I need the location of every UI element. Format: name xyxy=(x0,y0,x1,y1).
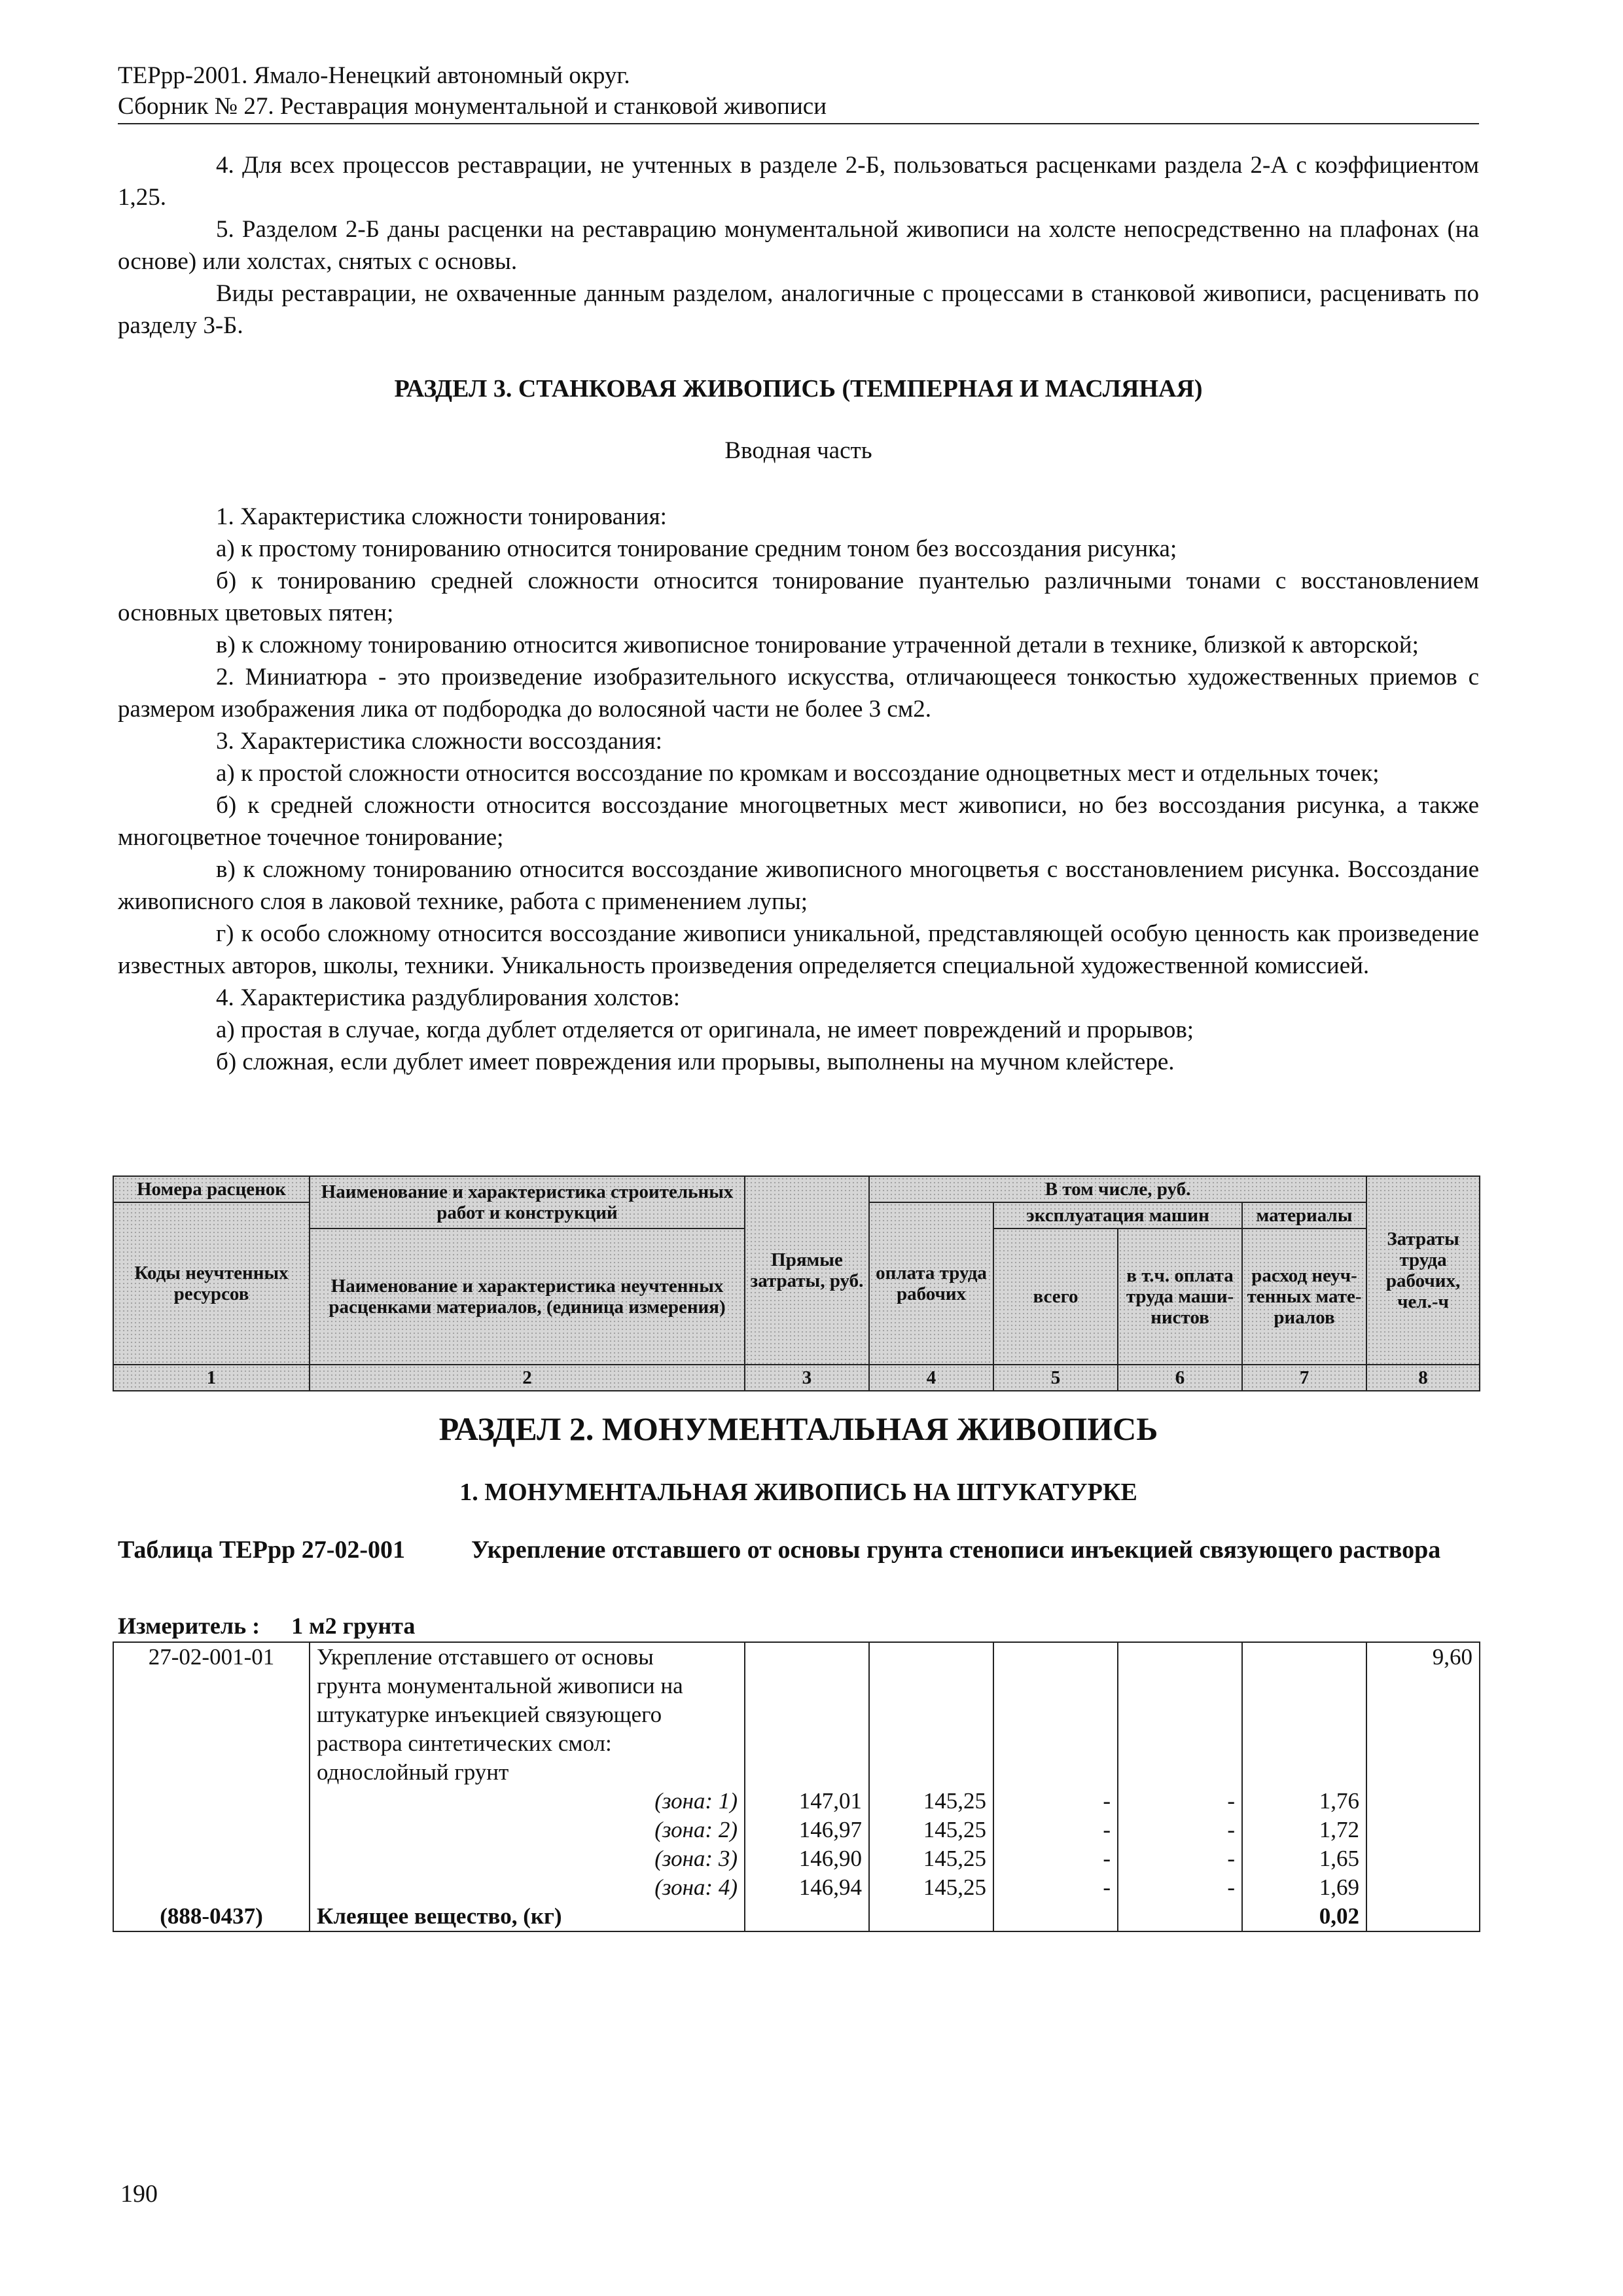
subsection1-title: 1. МОНУМЕНТАЛЬНАЯ ЖИВОПИСЬ НА ШТУКАТУРКЕ xyxy=(459,1479,1137,1506)
table-caption xyxy=(118,1534,1479,1566)
page-header xyxy=(118,60,1479,124)
labor-pay: 145,25 xyxy=(869,1787,993,1816)
resource-name: Клеящее вещество, (кг) xyxy=(310,1902,745,1931)
rate-description-line: штукатурке инъекцией связующего xyxy=(317,1702,662,1727)
header-including-group: В том числе, руб. xyxy=(869,1176,1366,1202)
section3-paragraph: 2. Миниатюра - это произведение изобразительного искусства, отличающееся тонкостью художественных приемов с размером изображения лика от подбородка до волосяной части не более 3 см2. xyxy=(118,664,1479,723)
intro-paragraph: Виды реставрации, не охваченные данным разделом, аналогичные с процессами в станковой живописи, расценивать по разделу 3-Б. xyxy=(118,280,1479,339)
rates-table xyxy=(113,1641,1480,1932)
direct-cost: 146,94 xyxy=(745,1873,869,1902)
header-resource-codes: Коды неучтенных ресурсов xyxy=(113,1202,310,1364)
labor-pay: 145,25 xyxy=(869,1844,993,1873)
intro-text xyxy=(118,149,1479,342)
table-row xyxy=(113,1902,1480,1931)
rate-description-line: Укрепление отставшего от основы xyxy=(317,1644,654,1670)
rate-description xyxy=(310,1642,745,1787)
column-number: 5 xyxy=(993,1365,1118,1391)
machinists-pay: - xyxy=(1118,1844,1242,1873)
table-title: Укрепление отставшего от основы грунта стенописи инъекцией связующего раствора xyxy=(471,1536,1441,1564)
unit-line xyxy=(118,1611,415,1640)
direct-cost: 147,01 xyxy=(745,1787,869,1816)
section3-paragraph: а) к простой сложности относится воссоздание по кромкам и воссоздание одноцветных мест и отдельных точек; xyxy=(216,760,1380,787)
header-rule xyxy=(118,123,1479,124)
section3-paragraph: г) к особо сложному относится воссоздание живописи уникальной, представляющей особую ценность как произведение известных авторов, школы, техники. Уникальность произведения определяется специальной художественной комиссией. xyxy=(118,920,1479,979)
section2-title: РАЗДЕЛ 2. МОНУМЕНТАЛЬНАЯ ЖИВОПИСЬ xyxy=(438,1410,1158,1447)
column-number: 4 xyxy=(869,1365,993,1391)
materials-cost: 1,65 xyxy=(1242,1844,1366,1873)
table-row xyxy=(113,1844,1480,1873)
rate-description-line: грунта монументальной живописи на xyxy=(317,1673,683,1698)
unit-value: 1 м2 грунта xyxy=(291,1613,416,1639)
column-number: 1 xyxy=(113,1365,310,1391)
column-number: 7 xyxy=(1242,1365,1366,1391)
table-row xyxy=(113,1642,1480,1787)
header-machinists-pay: в т.ч. оплата труда маши-нистов xyxy=(1118,1229,1242,1364)
materials-cost: 1,72 xyxy=(1242,1816,1366,1844)
section3-paragraph: в) к сложному тонированию относится воссоздание живописного многоцветья с восстановлением рисунка. Воссоздание живописного слоя в лаковой технике, работа с применением лупы; xyxy=(118,856,1479,915)
section3-paragraph: в) к сложному тонированию относится живописное тонирование утраченной детали в технике, близкой к авторской; xyxy=(216,632,1419,658)
header-work-name: Наименование и характеристика строительных работ и конструкций xyxy=(310,1176,745,1229)
zone-label: (зона: 2) xyxy=(310,1816,745,1844)
machinists-pay: - xyxy=(1118,1816,1242,1844)
table-row xyxy=(113,1873,1480,1902)
section3-body xyxy=(118,501,1479,1078)
column-number: 8 xyxy=(1366,1365,1480,1391)
page-number: 190 xyxy=(120,2180,158,2208)
machinists-pay: - xyxy=(1118,1787,1242,1816)
section3-title: РАЗДЕЛ 3. СТАНКОВАЯ ЖИВОПИСЬ (ТЕМПЕРНАЯ И МАСЛЯНАЯ) xyxy=(394,375,1203,403)
column-number: 6 xyxy=(1118,1365,1242,1391)
header-materials-usage: расход неуч-тенных мате-риалов xyxy=(1242,1229,1366,1364)
direct-cost: 146,90 xyxy=(745,1844,869,1873)
rate-description-line: однослойный грунт xyxy=(317,1759,509,1785)
table-label: Таблица ТЕРрр 27-02-001 xyxy=(118,1536,406,1564)
resource-code: (888-0437) xyxy=(113,1902,310,1931)
zone-label: (зона: 1) xyxy=(310,1787,745,1816)
labor-hours: 9,60 xyxy=(1366,1642,1480,1787)
machines-total: - xyxy=(993,1787,1118,1816)
header-labor-hours: Затраты труда рабочих, чел.-ч xyxy=(1366,1176,1480,1365)
table-row xyxy=(113,1787,1480,1816)
section3-paragraph: а) к простому тонированию относится тонирование средним тоном без воссоздания рисунка; xyxy=(216,535,1177,562)
labor-pay: 145,25 xyxy=(869,1816,993,1844)
column-header-table xyxy=(113,1175,1480,1391)
rate-description-line: раствора синтетических смол: xyxy=(317,1731,612,1756)
direct-cost: 146,97 xyxy=(745,1816,869,1844)
section3-paragraph: а) простая в случае, когда дублет отделяется от оригинала, не имеет повреждений и прорывов; xyxy=(216,1016,1194,1043)
unit-label: Измеритель : xyxy=(118,1613,260,1639)
header-machines-total: всего xyxy=(993,1229,1118,1364)
header-title: ТЕРрр-2001. Ямало-Ненецкий автономный округ. xyxy=(118,62,630,89)
rate-code: 27-02-001-01 xyxy=(113,1642,310,1787)
section3-paragraph: б) к тонированию средней сложности относится тонирование пуантелью различными тонами с восстановлением основных цветовых пятен; xyxy=(118,567,1479,626)
intro-paragraph: 5. Разделом 2-Б даны расценки на реставрацию монументальной живописи на холсте непосредственно на плафонах (на основе) или холстах, снятых с основы. xyxy=(118,216,1479,275)
header-labor-pay: оплата труда рабочих xyxy=(869,1202,993,1364)
table-row xyxy=(113,1816,1480,1844)
zone-label: (зона: 3) xyxy=(310,1844,745,1873)
header-rate-numbers: Номера расценок xyxy=(113,1176,310,1202)
column-number: 3 xyxy=(745,1365,869,1391)
header-material-name: Наименование и характеристика неучтенных расценками материалов, (единица измерения) xyxy=(310,1229,745,1364)
materials-cost: 1,76 xyxy=(1242,1787,1366,1816)
machines-total: - xyxy=(993,1816,1118,1844)
materials-cost: 1,69 xyxy=(1242,1873,1366,1902)
labor-pay: 145,25 xyxy=(869,1873,993,1902)
header-materials-group: материалы xyxy=(1242,1202,1366,1229)
column-number: 2 xyxy=(310,1365,745,1391)
section3-paragraph: 3. Характеристика сложности воссоздания: xyxy=(216,728,662,755)
zone-label: (зона: 4) xyxy=(310,1873,745,1902)
header-machines-group: эксплуатация машин xyxy=(993,1202,1242,1229)
machinists-pay: - xyxy=(1118,1873,1242,1902)
section3-subtitle: Вводная часть xyxy=(724,437,872,464)
header-collection: Сборник № 27. Реставрация монументальной и станковой живописи xyxy=(118,93,827,120)
machines-total: - xyxy=(993,1873,1118,1902)
machines-total: - xyxy=(993,1844,1118,1873)
section3-paragraph: б) сложная, если дублет имеет повреждения или прорывы, выполнены на мучном клейстере. xyxy=(216,1049,1175,1075)
section3-paragraph: б) к средней сложности относится воссоздание многоцветных мест живописи, но без воссоздания рисунка, а также многоцветное точечное тонирование; xyxy=(118,792,1479,851)
intro-paragraph: 4. Для всех процессов реставрации, не учтенных в разделе 2-Б, пользоваться расценками раздела 2-А с коэффициентом 1,25. xyxy=(118,152,1479,211)
section3-paragraph: 1. Характеристика сложности тонирования: xyxy=(216,503,667,530)
section3-paragraph: 4. Характеристика раздублирования холстов: xyxy=(216,984,680,1011)
header-direct-costs: Прямые затраты, руб. xyxy=(745,1176,869,1365)
resource-amount: 0,02 xyxy=(1242,1902,1366,1931)
